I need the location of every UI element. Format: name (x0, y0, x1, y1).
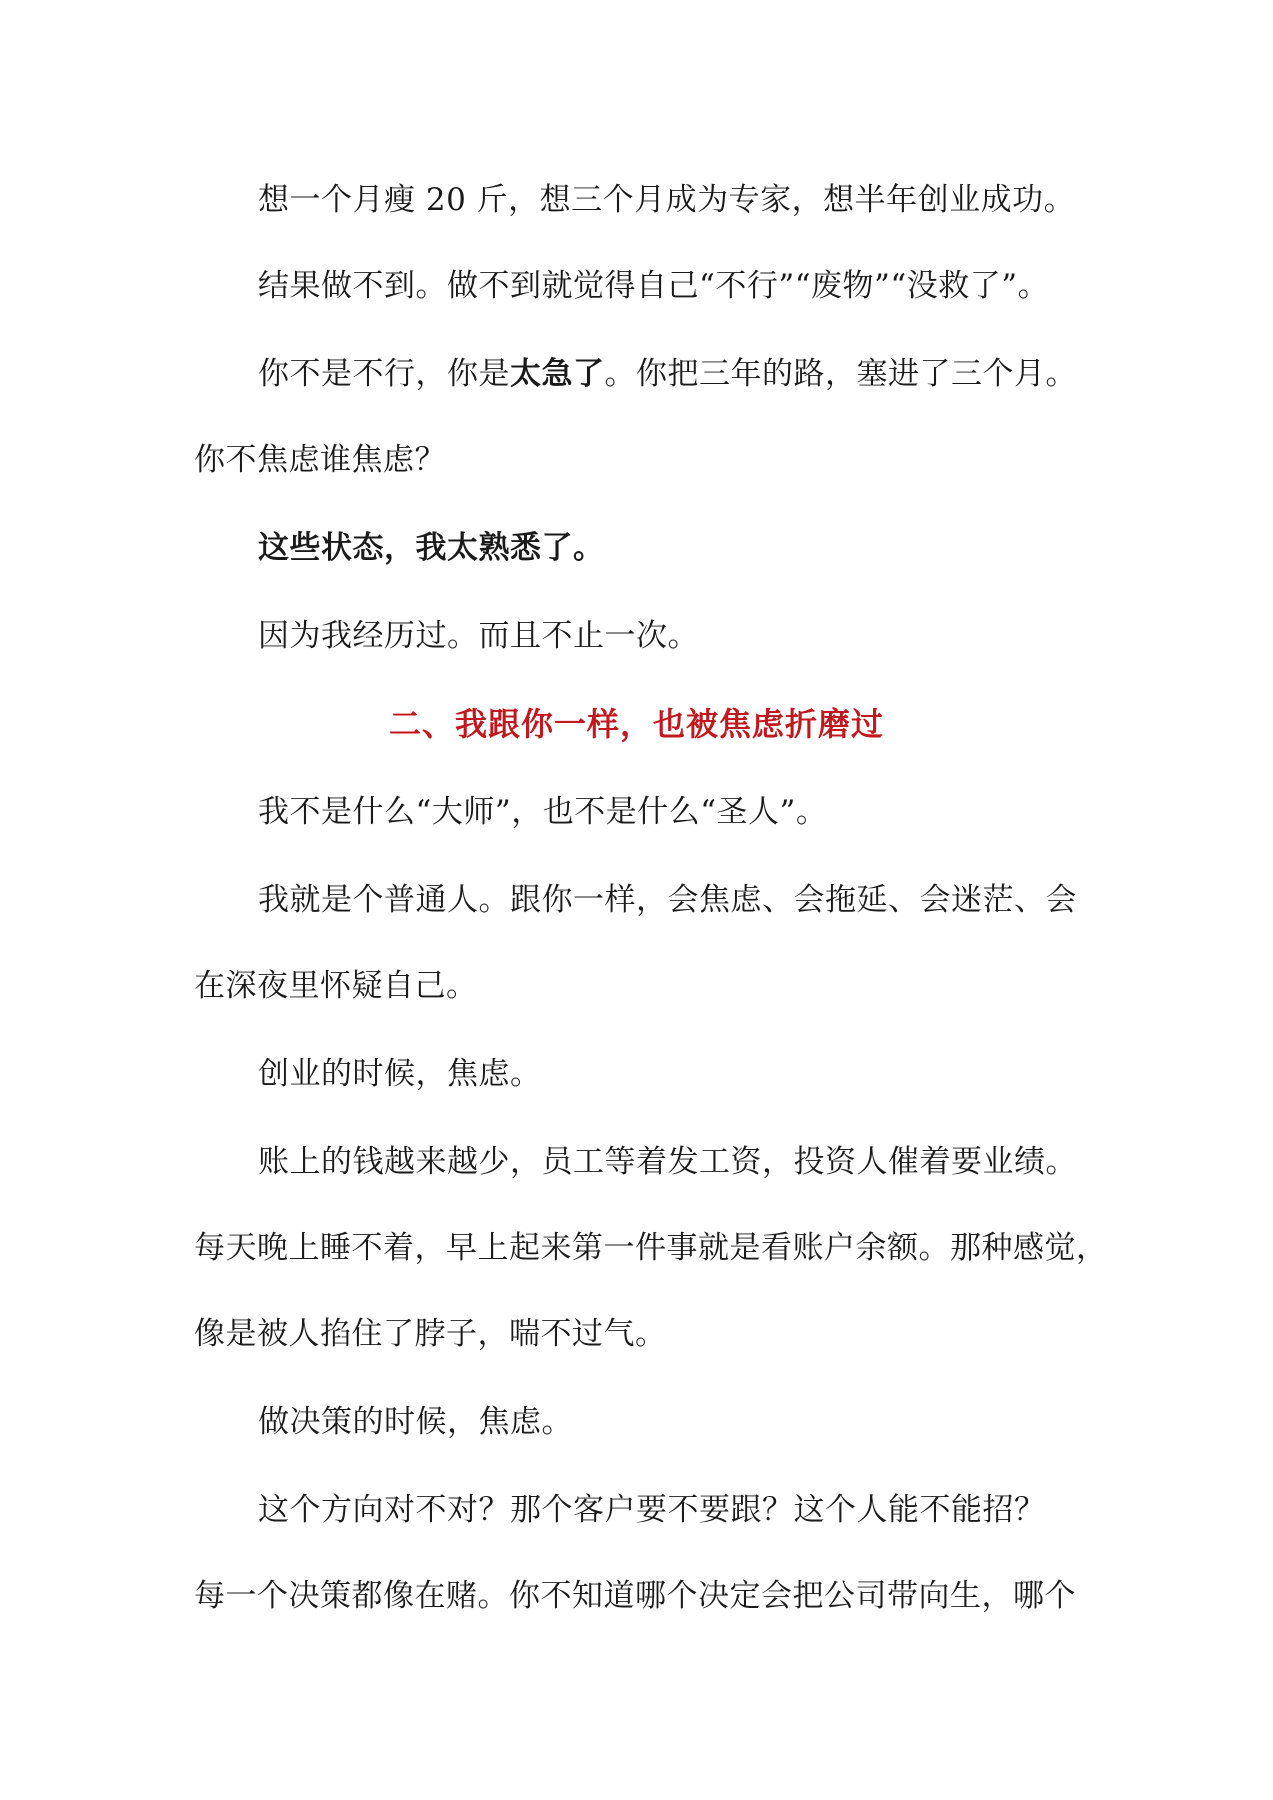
paragraph-7-line-1 (258, 880, 1158, 920)
paragraph-6 (258, 792, 1158, 832)
paragraph-10-text: 做决策的时候，焦虑。 (258, 1404, 573, 1440)
paragraph-8 (258, 1054, 1158, 1094)
paragraph-11-line-2 (194, 1576, 1094, 1616)
paragraph-3-line-1 (258, 354, 1158, 394)
paragraph-11-line-2-text: 每一个决策都像在赌。你不知道哪个决定会把公司带向生，哪个 (194, 1578, 1076, 1614)
paragraph-9-line-2 (194, 1228, 1108, 1268)
paragraph-8-text: 创业的时候，焦虑。 (258, 1056, 542, 1092)
paragraph-6-text: 我不是什么“大师”，也不是什么“圣人”。 (258, 794, 828, 830)
paragraph-7-line-2-text: 在深夜里怀疑自己。 (194, 968, 478, 1004)
paragraph-9-line-1-text: 账上的钱越来越少，员工等着发工资，投资人催着要业绩。 (258, 1144, 1077, 1180)
paragraph-2-text: 结果做不到。做不到就觉得自己“不行”“废物”“没救了”。 (258, 268, 1050, 304)
paragraph-3-line-2 (194, 440, 1094, 480)
paragraph-9-line-3-text: 像是被人掐住了脖子，喘不过气。 (194, 1316, 667, 1352)
paragraph-2 (258, 266, 1158, 306)
paragraph-1-text: 想一个月瘦 20 斤，想三个月成为专家，想半年创业成功。 (258, 182, 1076, 218)
paragraph-5-text: 因为我经历过。而且不止一次。 (258, 618, 699, 654)
paragraph-10 (258, 1402, 1158, 1442)
paragraph-7-line-2 (194, 966, 1094, 1006)
paragraph-11-line-1 (258, 1490, 1158, 1530)
paragraph-1 (258, 180, 1158, 220)
paragraph-3-line-2-text: 你不焦虑谁焦虑？ (194, 442, 446, 478)
paragraph-5 (258, 616, 1158, 656)
paragraph-11-line-1-text: 这个方向对不对？那个客户要不要跟？这个人能不能招？ (258, 1492, 1046, 1528)
paragraph-3-bold-text: 太急了 (510, 356, 605, 392)
paragraph-3-text-a: 你不是不行，你是 (258, 356, 510, 392)
paragraph-9-line-3 (194, 1314, 1094, 1354)
paragraph-3-text-b: 。你把三年的路，塞进了三个月。 (604, 356, 1077, 392)
paragraph-7-line-1-text: 我就是个普通人。跟你一样，会焦虑、会拖延、会迷茫、会 (258, 882, 1077, 918)
paragraph-4 (258, 528, 1158, 568)
paragraph-9-line-2-text: 每天晚上睡不着，早上起来第一件事就是看账户余额。那种感觉， (194, 1230, 1108, 1266)
section-heading: 二、我跟你一样，也被焦虑折磨过 (388, 705, 884, 743)
paragraph-9-line-1 (258, 1142, 1158, 1182)
paragraph-4-text: 这些状态，我太熟悉了。 (258, 530, 605, 566)
